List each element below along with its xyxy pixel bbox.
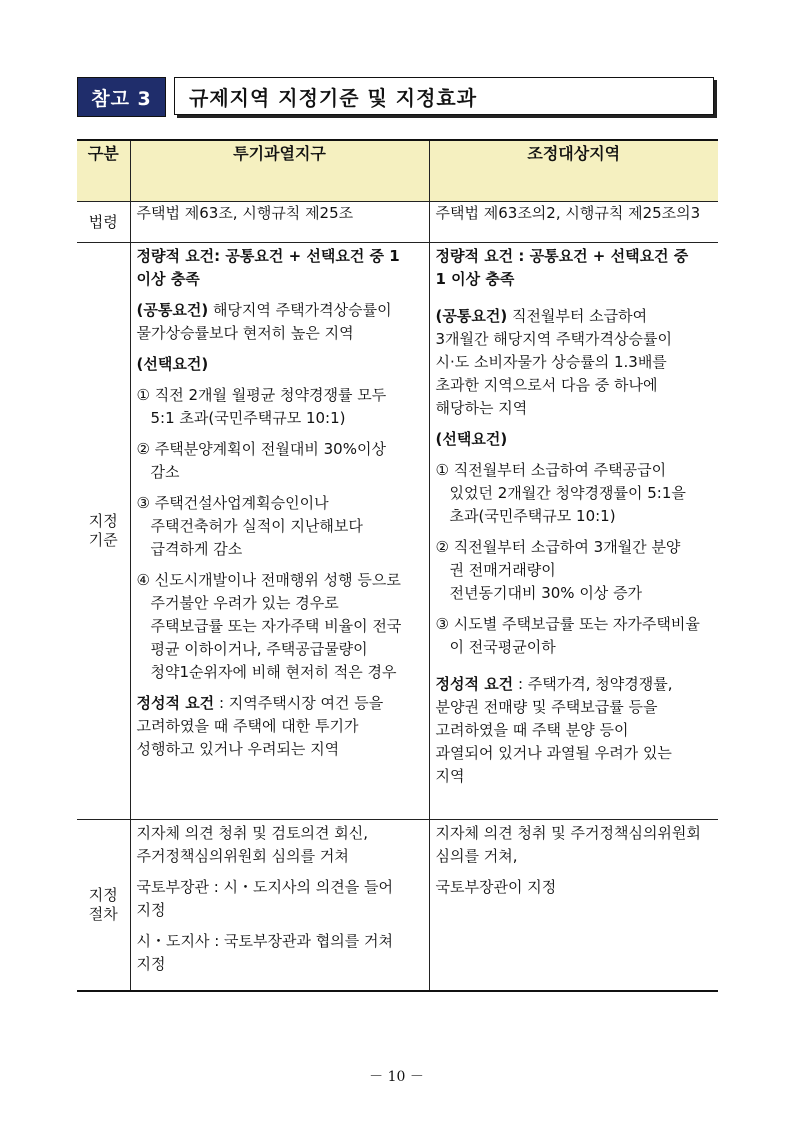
procedure-text: 심의를 거쳐, — [435, 847, 518, 865]
common-text: 해당하는 지역 — [435, 399, 528, 417]
select-label: (선택요건) — [435, 430, 508, 448]
procedure-text: 시・도지사 : 국토부장관과 협의를 거쳐 — [136, 932, 393, 950]
procedure-adjustment-zone — [429, 820, 718, 992]
item-line: 청약1순위자에 비해 현저히 적은 경우 — [150, 663, 397, 681]
criteria-label — [77, 243, 130, 820]
section-heading: 규제지역 지정기준 및 지정효과 — [174, 77, 714, 115]
qual-text: 과열되어 있거나 과열될 우려가 있는 — [435, 744, 672, 762]
quant-title: 이상 충족 — [136, 270, 200, 288]
item-line: 주거불안 우려가 있는 경우로 — [150, 594, 339, 612]
item-line: ② 주택분양계획이 전월대비 30%이상 — [136, 440, 386, 458]
common-requirement — [137, 299, 423, 322]
common-text: 직전월부터 소급하여 — [507, 307, 648, 325]
select-item — [137, 492, 423, 561]
procedure-text: 주거정책심의위원회 심의를 거쳐 — [136, 847, 349, 865]
page-number: － 10 － — [369, 1069, 424, 1085]
law-speculation-zone: 주택법 제63조, 시행규칙 제25조 — [130, 202, 429, 243]
common-text: 3개월간 해당지역 주택가격상승률이 — [435, 330, 672, 348]
select-item — [436, 536, 713, 605]
item-line: ① 직전 2개월 월평균 청약경쟁률 모두 — [136, 386, 387, 404]
criteria-label-line: 지정 — [88, 512, 118, 530]
item-line: ① 직전월부터 소급하여 주택공급이 — [435, 461, 667, 479]
item-line: ③ 시도별 주택보급률 또는 자가주택비율 — [435, 615, 700, 633]
criteria-speculation-zone — [130, 243, 429, 820]
select-item — [137, 384, 423, 430]
procedure-text: 지정 — [136, 955, 166, 973]
quant-title: 1 이상 충족 — [435, 270, 515, 288]
quant-title: 정량적 요건: 공통요건 + 선택요건 중 1 — [136, 247, 400, 265]
law-row — [77, 202, 718, 243]
criteria-row — [77, 243, 718, 820]
qualitative-requirement — [436, 673, 713, 696]
item-line: 주택보급률 또는 자가주택 비율이 전국 — [150, 617, 402, 635]
select-item — [436, 613, 713, 659]
select-item — [436, 459, 713, 528]
select-item — [137, 438, 423, 484]
procedure-speculation-zone — [130, 820, 429, 992]
common-text: 물가상승률보다 현저히 높은 지역 — [136, 324, 354, 342]
law-label: 법령 — [77, 202, 130, 243]
item-line: 있었던 2개월간 청약경쟁률이 5:1을 — [449, 484, 686, 502]
header-speculation-zone: 투기과열지구 — [130, 140, 429, 202]
qual-text: 분양권 전매량 및 주택보급률 등을 — [435, 698, 658, 716]
qualitative-requirement — [137, 692, 423, 715]
item-line: 주택건축허가 실적이 지난해보다 — [150, 517, 363, 535]
qual-label: 정성적 요건 — [136, 694, 215, 712]
law-adjustment-zone: 주택법 제63조의2, 시행규칙 제25조의3 — [429, 202, 718, 243]
item-line: 권 전매거래량이 — [449, 561, 556, 579]
header-adjustment-zone: 조정대상지역 — [429, 140, 718, 202]
qual-text: : 주택가격, 청약경쟁률, — [513, 675, 673, 693]
procedure-text: 지자체 의견 청취 및 주거정책심의위원회 — [435, 824, 701, 842]
reference-badge: 참고 3 — [77, 77, 166, 117]
item-line: 감소 — [150, 463, 180, 481]
common-text: 해당지역 주택가격상승률이 — [208, 301, 392, 319]
qual-text: 성행하고 있거나 우려되는 지역 — [136, 740, 340, 758]
procedure-text: 지정 — [136, 901, 166, 919]
criteria-label-line: 기준 — [88, 531, 118, 549]
regulation-table — [77, 139, 718, 992]
procedure-text: 지자체 의견 청취 및 검토의견 회신, — [136, 824, 368, 842]
item-line: ② 직전월부터 소급하여 3개월간 분양 — [435, 538, 681, 556]
qual-text: 지역 — [435, 767, 465, 785]
procedure-label-line: 지정 — [88, 886, 118, 904]
qual-text: 고려하였을 때 주택 분양 등이 — [435, 721, 629, 739]
procedure-label-line: 절차 — [88, 905, 118, 923]
item-line: 전년동기대비 30% 이상 증가 — [449, 584, 643, 602]
common-label: (공통요건) — [435, 307, 508, 325]
criteria-adjustment-zone — [429, 243, 718, 820]
item-line: 이 전국평균이하 — [449, 638, 556, 656]
item-line: 급격하게 감소 — [150, 540, 243, 558]
procedure-text: 국토부장관 : 시・도지사의 의견을 들어 — [136, 878, 393, 896]
qual-text: 고려하였을 때 주택에 대한 투기가 — [136, 717, 359, 735]
select-item — [137, 569, 423, 684]
section-title — [77, 77, 717, 117]
item-line: 5:1 초과(국민주택규모 10:1) — [150, 409, 346, 427]
quant-title: 정량적 요건 : 공통요건 + 선택요건 중 — [435, 247, 689, 265]
qual-label: 정성적 요건 — [435, 675, 514, 693]
common-label: (공통요건) — [136, 301, 209, 319]
common-text: 초과한 지역으로서 다음 중 하나에 — [435, 376, 658, 394]
item-line: 초과(국민주택규모 10:1) — [449, 507, 616, 525]
item-line: 평균 이하이거나, 주택공급물량이 — [150, 640, 368, 658]
common-text: 시·도 소비자물가 상승률의 1.3배를 — [435, 353, 667, 371]
procedure-text: 국토부장관이 지정 — [435, 878, 557, 896]
procedure-label — [77, 820, 130, 992]
procedure-row — [77, 820, 718, 992]
qual-text: : 지역주택시장 여건 등을 — [214, 694, 384, 712]
item-line: ④ 신도시개발이나 전매행위 성행 등으로 — [136, 571, 401, 589]
header-category: 구분 — [77, 140, 130, 202]
select-label: (선택요건) — [136, 355, 209, 373]
common-requirement — [436, 305, 713, 328]
table-header-row — [77, 140, 718, 202]
item-line: ③ 주택건설사업계획승인이나 — [136, 494, 329, 512]
